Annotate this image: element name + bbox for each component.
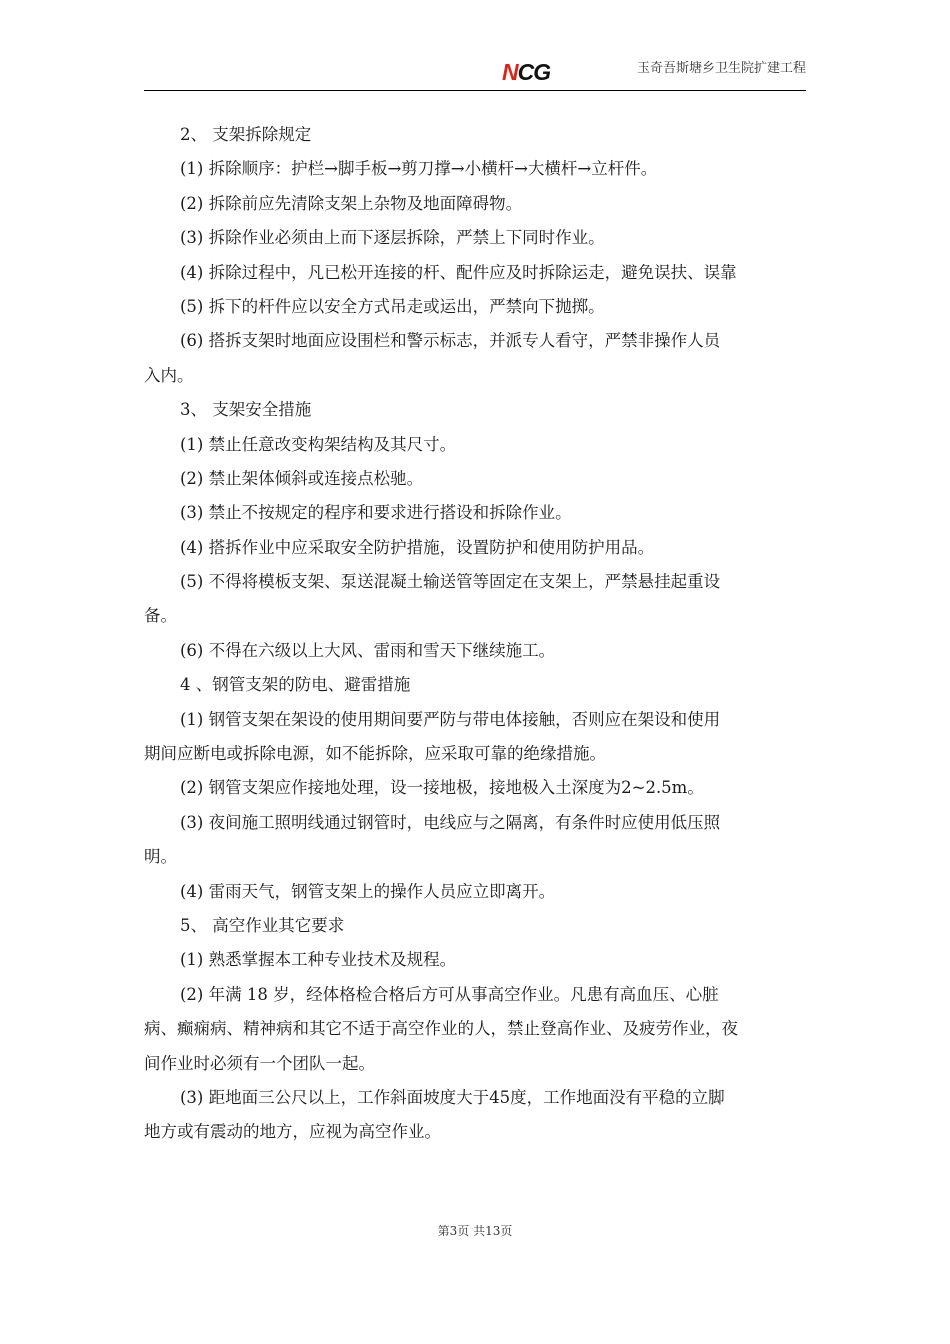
logo-letters-cg: CG [517,59,551,85]
text-line: (6) 搭拆支架时地面应设围栏和警示标志，并派专人看守，严禁非操作人员 [180,331,721,351]
text-line: (5) 不得将模板支架、泵送混凝土输送管等固定在支架上，严禁悬挂起重设 [180,572,721,592]
text-line: (1) 禁止任意改变构架结构及其尺寸。 [180,434,457,454]
text-line: 入内。 [144,365,194,385]
logo-letter-n: N [502,59,518,85]
text-line: (5) 拆下的杆件应以安全方式吊走或运出，严禁向下抛掷。 [180,296,605,316]
text-line: 明。 [144,847,177,867]
page-number: 第3页 共13页 [437,1224,513,1238]
text-line: (4) 拆除过程中，凡已松开连接的杆、配件应及时拆除运走，避免误扶、误靠 [180,262,737,282]
text-line: 备。 [144,606,177,626]
text-line: 4 、钢管支架的防电、避雷措施 [180,675,411,695]
text-line: 2、 支架拆除规定 [180,125,312,144]
ncg-logo [502,60,550,84]
text-line: (4) 雷雨天气，钢管支架上的操作人员应立即离开。 [180,881,556,901]
text-line: 间作业时必须有一个团队一起。 [144,1053,375,1073]
text-line: (3) 禁止不按规定的程序和要求进行搭设和拆除作业。 [180,503,572,523]
project-title: 玉奇吾斯塘乡卫生院扩建工程 [636,61,806,76]
page-header [144,52,806,91]
text-line: (3) 夜间施工照明线通过钢管时，电线应与之隔离，有条件时应使用低压照 [180,812,721,832]
text-line: (3) 距地面三公尺以上，工作斜面坡度大于45度，工作地面没有平稳的立脚 [180,1087,725,1107]
text-line: (2) 年满 18 岁，经体格检合格后方可从事高空作业。凡患有高血压、心脏 [180,984,719,1004]
text-line: (3) 拆除作业必须由上而下逐层拆除，严禁上下同时作业。 [180,228,605,248]
text-line: (2) 拆除前应先清除支架上杂物及地面障碍物。 [180,193,523,213]
text-line: (6) 不得在六级以上大风、雷雨和雪天下继续施工。 [180,640,556,660]
text-line: 3、 支架安全措施 [180,400,312,420]
text-line: (4) 搭拆作业中应采取安全防护措施，设置防护和使用防护用品。 [180,537,655,557]
text-line: 地方或有震动的地方，应视为高空作业。 [144,1122,441,1142]
text-line: (1) 钢管支架在架设的使用期间要严防与带电体接触，否则应在架设和使用 [180,709,721,729]
text-line: (2) 钢管支架应作接地处理，设一接地极，接地极入土深度为2~2.5m。 [180,778,704,798]
text-line: (1) 拆除顺序：护栏→脚手板→剪刀撑→小横杆→大横杆→立杆件。 [180,159,658,179]
text-line: (1) 熟悉掌握本工种专业技术及规程。 [180,950,457,970]
text-line: 病、癫痫病、精神病和其它不适于高空作业的人，禁止登高作业、及疲劳作业，夜 [144,1019,738,1039]
document-body [144,118,806,1150]
text-line: 5、 高空作业其它要求 [180,915,345,935]
text-line: 期间应断电或拆除电源，如不能拆除，应采取可靠的绝缘措施。 [144,744,606,764]
text-line: (2) 禁止架体倾斜或连接点松驰。 [180,468,424,488]
